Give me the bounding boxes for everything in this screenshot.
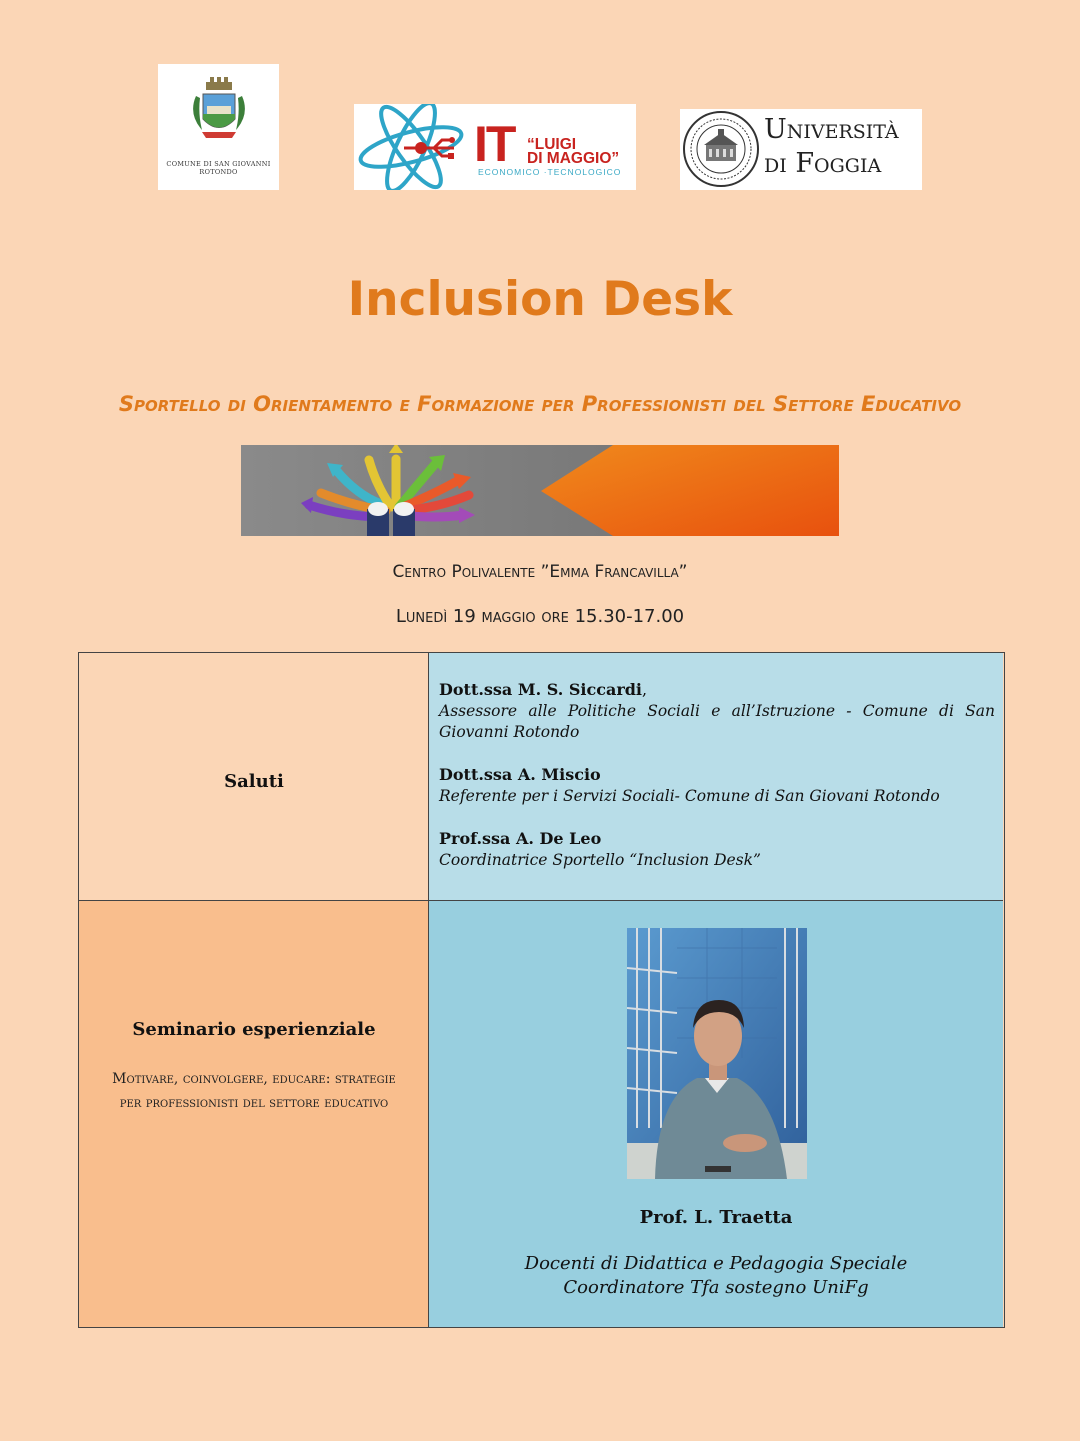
banner-image bbox=[241, 445, 839, 536]
comune-caption-line1: COMUNE DI SAN GIOVANNI bbox=[166, 160, 271, 168]
seminar-content-cell bbox=[429, 901, 1003, 1327]
speaker-portrait-icon bbox=[627, 928, 807, 1179]
coat-of-arms-icon bbox=[158, 64, 279, 160]
seminar-description bbox=[89, 1067, 419, 1115]
atom-icon bbox=[354, 104, 469, 190]
seminar-description-line1: Motivare, coinvolgere, educare: strategie bbox=[112, 1071, 396, 1087]
page-subtitle: Sportello di Orientamento e Formazione per Professionisti del Settore Educativo bbox=[118, 392, 962, 416]
saluti-speaker bbox=[439, 764, 995, 807]
comune-caption bbox=[158, 160, 279, 176]
speaker-role: Coordinatrice Sportello “Inclusion Desk” bbox=[439, 851, 761, 869]
unifg-line2: di Foggia bbox=[764, 148, 882, 179]
speaker-photo bbox=[627, 928, 807, 1179]
speaker-name bbox=[439, 679, 995, 701]
itet-type: ECONOMICO ·TECNOLOGICO bbox=[478, 167, 622, 177]
seminar-label: Seminario esperienziale bbox=[132, 1019, 376, 1040]
venue-text: Centro Polivalente ”Emma Francavilla” bbox=[392, 562, 688, 582]
itet-logo bbox=[354, 104, 636, 190]
itet-name bbox=[527, 138, 619, 166]
saluti-speaker bbox=[439, 679, 995, 743]
speaker-role: Referente per i Servizi Sociali- Comune di San Giovani Rotondo bbox=[439, 787, 940, 805]
speaker-name-suffix: , bbox=[642, 680, 648, 699]
comune-caption-line2: ROTONDO bbox=[199, 168, 238, 176]
saluti-label: Saluti bbox=[224, 771, 284, 792]
speaker-name: Dott.ssa A. Miscio bbox=[439, 765, 601, 784]
unifg-wordmark bbox=[764, 113, 899, 181]
date-time-text: Lunedì 19 maggio ore 15.30-17.00 bbox=[395, 606, 685, 627]
speaker-role: Assessore alle Politiche Sociali e all’Istruzione - Comune di San Giovanni Rotondo bbox=[439, 702, 995, 741]
university-seal-icon bbox=[680, 109, 762, 190]
itet-name-line2: DI MAGGIO” bbox=[527, 150, 620, 167]
speaker-name-text: Dott.ssa M. S. Siccardi bbox=[439, 680, 643, 699]
program-table bbox=[78, 652, 1005, 1328]
unifg-logo bbox=[680, 109, 922, 190]
seminar-speaker-name: Prof. L. Traetta bbox=[639, 1207, 793, 1228]
page-title: Inclusion Desk bbox=[347, 272, 733, 327]
seminar-description-line2: per professionisti del settore educativo bbox=[119, 1095, 389, 1111]
itet-name-line1: “LUIGI bbox=[527, 136, 577, 153]
arrows-banner-icon bbox=[241, 445, 839, 536]
saluti-label-cell bbox=[79, 653, 429, 901]
itet-letters: IT bbox=[474, 116, 515, 172]
saluti-speakers-cell bbox=[429, 653, 1003, 901]
comune-logo bbox=[158, 64, 279, 190]
unifg-line1: Università bbox=[764, 114, 899, 145]
saluti-speaker bbox=[439, 828, 995, 871]
seminar-label-cell bbox=[79, 901, 429, 1327]
speaker-name: Prof.ssa A. De Leo bbox=[439, 829, 602, 848]
seminar-speaker-role-line2: Coordinatore Tfa sostegno UniFg bbox=[563, 1277, 869, 1298]
seminar-speaker-role-line1: Docenti di Didattica e Pedagogia Speciale bbox=[524, 1253, 908, 1274]
